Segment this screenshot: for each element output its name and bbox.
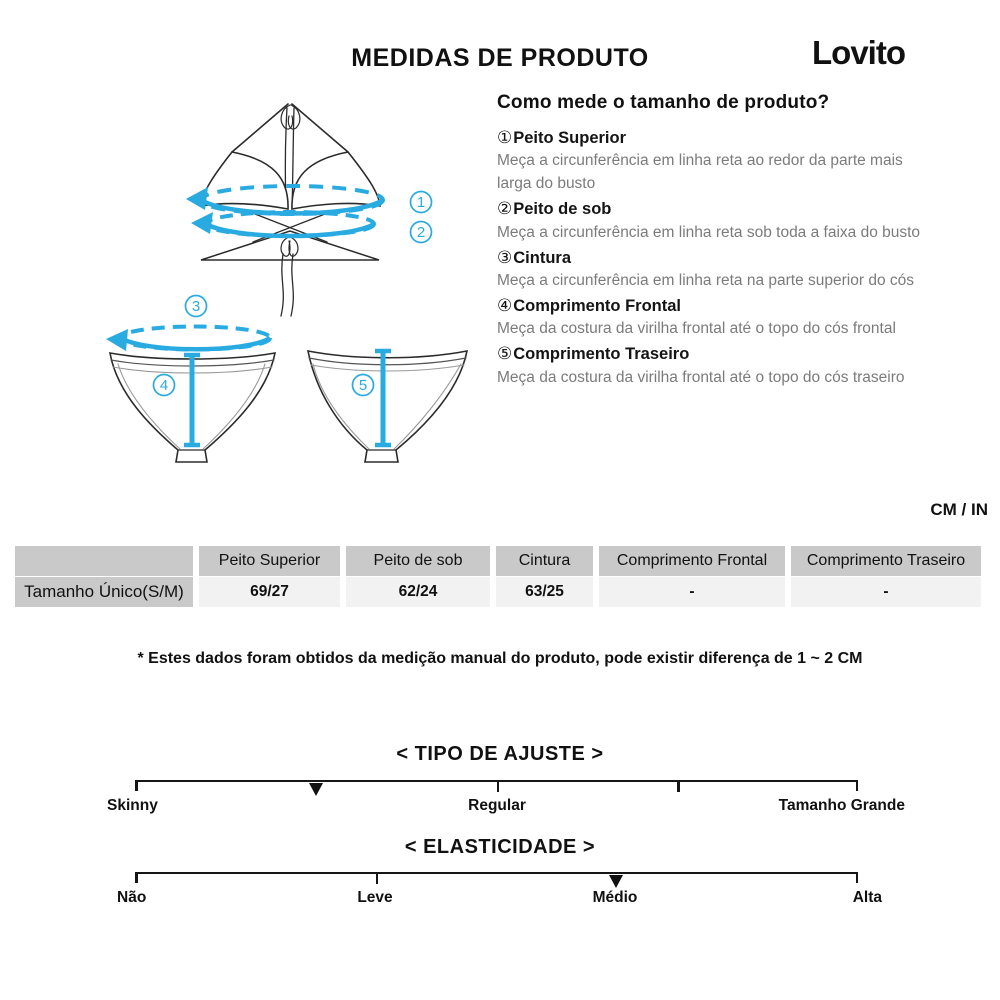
item-title: Peito Superior [513,129,627,147]
waist-measure-ellipse [106,327,270,352]
scale-mid-tick [376,874,379,884]
fit-label-tamanho-grande: Tamanho Grande [778,797,905,814]
item-description: Meça da costura da virilha frontal até o topo do cós frontal [497,320,896,338]
svg-text:4: 4 [159,377,169,394]
elasticity-label-alta: Alta [852,889,882,906]
fit-type-title: < TIPO DE AJUSTE > [396,743,604,765]
elasticity-scale [135,872,858,886]
callout-2-icon [411,222,432,243]
elasticity-title: < ELASTICIDADE > [404,836,596,858]
item-description: Meça a circunferência em linha reta sob toda a faixa do busto [497,223,921,241]
table-value-comprimento-frontal: - [599,577,785,607]
page-title: MEDIDAS DE PRODUTO [351,44,649,72]
fit-label-regular: Regular [468,797,526,814]
scale-mid-tick [497,782,500,792]
item-number: ⑤ [497,344,513,364]
table-value-peito-superior: 69/27 [199,577,340,607]
guide-heading: Como mede o tamanho de produto? [497,92,830,113]
item-number: ③ [497,247,513,267]
item-description: Meça a circunferência em linha reta ao redor da parte mais larga do busto [497,152,903,193]
table-header-peito-superior: Peito Superior [199,546,340,576]
item-number: ② [497,199,513,219]
item-description: Meça da costura da virilha frontal até o topo do cós traseiro [497,368,905,386]
measure-guide [497,92,937,391]
scale-end-tick [135,874,138,883]
guide-item-comprimento-frontal [497,294,937,341]
guide-item-peito-superior [497,126,937,196]
fit-type-scale [135,780,858,794]
table-value-peito-de-sob: 62/24 [346,577,490,607]
item-number: ④ [497,296,513,316]
elasticity-label-leve: Leve [357,889,393,906]
scale-end-tick [856,782,859,791]
fit-label-skinny: Skinny [107,797,158,814]
product-measurement-diagram [95,88,485,488]
measurement-disclaimer: * Estes dados foram obtidos da medição manual do produto, pode existir diferença de 1 ~ 2 CM [137,650,863,667]
item-number: ① [497,128,513,147]
elasticity-marker-icon [609,875,623,888]
item-title: Cintura [513,248,571,267]
table-header-comprimento-traseiro: Comprimento Traseiro [791,546,981,576]
brand-logo: Lovito [812,34,905,71]
scale-end-tick [135,782,138,791]
size-table [15,546,981,607]
table-value-comprimento-traseiro: - [791,577,981,607]
scale-end-tick [856,874,859,883]
guide-item-cintura [497,246,937,293]
svg-text:3: 3 [191,298,201,315]
table-header-comprimento-frontal: Comprimento Frontal [599,546,785,576]
callout-3-icon [186,296,207,317]
units-label: CM / IN [930,500,988,519]
table-header-peito-de-sob: Peito de sob [346,546,490,576]
fit-type-marker-icon [309,783,323,796]
callout-1-icon [411,192,432,213]
item-title: Peito de sob [513,200,612,219]
table-row-label: Tamanho Único(S/M) [15,577,193,607]
svg-text:2: 2 [416,224,426,241]
guide-item-comprimento-traseiro [497,342,937,389]
guide-item-peito-de-sob [497,197,937,244]
item-description: Meça a circunferência em linha reta na parte superior do cós [497,272,914,290]
scale-mid-tick [677,782,680,792]
table-header-cintura: Cintura [496,546,593,576]
item-title: Comprimento Frontal [513,297,681,316]
item-title: Comprimento Traseiro [513,345,690,364]
elasticity-label-nao: Não [117,889,147,906]
svg-text:5: 5 [358,377,368,394]
table-header-empty [15,546,193,576]
table-value-cintura: 63/25 [496,577,593,607]
svg-text:1: 1 [416,194,426,211]
elasticity-label-medio: Médio [592,889,638,906]
